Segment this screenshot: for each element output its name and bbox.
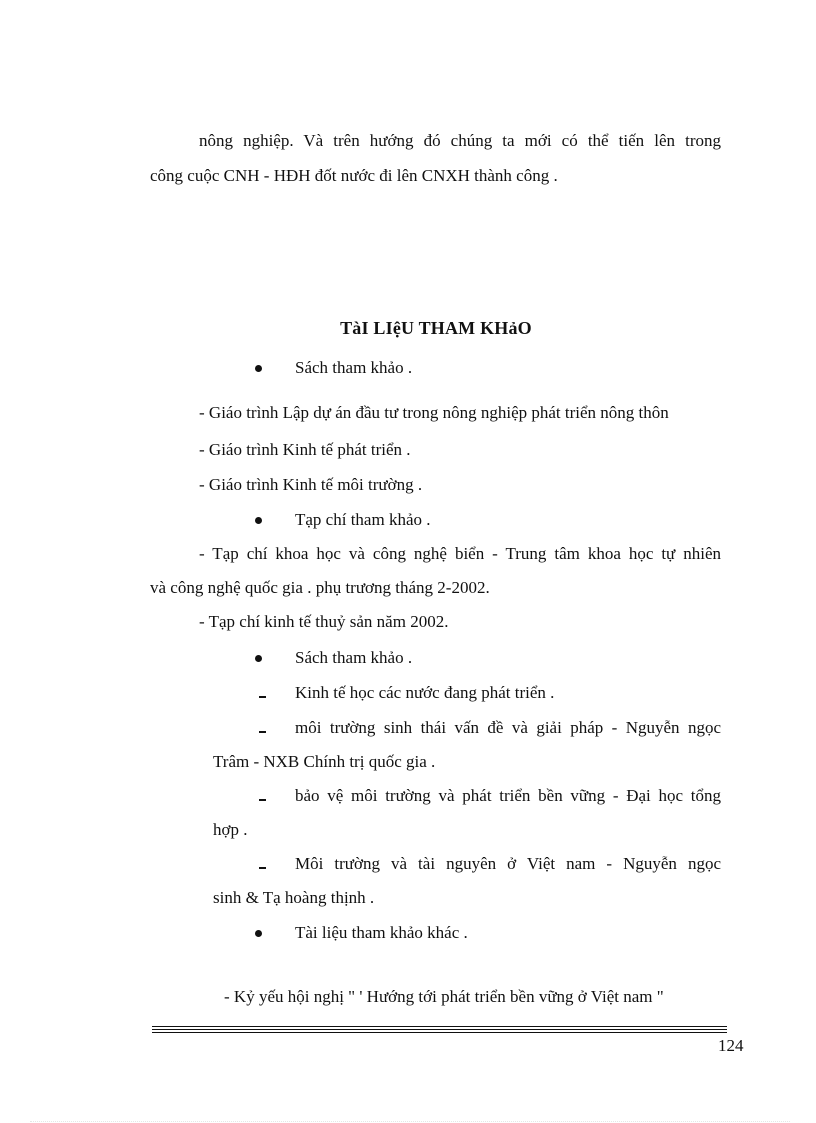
footer-rule bbox=[152, 1032, 727, 1033]
dash-icon bbox=[259, 867, 266, 869]
intro-line-1: nông nghiệp. Và trên hướng đó chúng ta mới có thể tiến lên trong bbox=[199, 131, 721, 150]
bullet-icon bbox=[255, 517, 262, 524]
intro-line-2: công cuộc CNH - HĐH đốt nước đi lên CNXH thành công . bbox=[150, 166, 558, 185]
section3-item-4-line-2: sinh & Tạ hoàng thịnh . bbox=[213, 888, 375, 907]
section4-item-1: - Kỷ yếu hội nghị " ' Hướng tới phát triển bền vững ở Việt nam " bbox=[224, 987, 664, 1006]
dash-icon bbox=[259, 731, 266, 733]
section3-item-3-line-1: bảo vệ môi trường và phát triển bền vững - Đại học tổng bbox=[295, 786, 721, 805]
section4-heading: Tài liệu tham khảo khác . bbox=[295, 923, 468, 942]
section2-item-2: - Tạp chí kinh tế thuỷ sản năm 2002. bbox=[199, 612, 449, 631]
bullet-icon bbox=[255, 655, 262, 662]
section1-heading: Sách tham khảo . bbox=[295, 358, 413, 377]
section3-item-1: Kinh tế học các nước đang phát triển . bbox=[295, 683, 555, 702]
section2-item-1-line-1: - Tạp chí khoa học và công nghệ biển - Trung tâm khoa học tự nhiên bbox=[199, 544, 721, 563]
section2-item-1-line-2: và công nghệ quốc gia . phụ trương tháng 2-2002. bbox=[150, 578, 490, 597]
section3-item-2-line-1: môi trường sinh thái vấn đề và giải pháp - Nguyễn ngọc bbox=[295, 718, 721, 737]
bullet-icon bbox=[255, 365, 262, 372]
page-number: 124 bbox=[718, 1036, 744, 1055]
section3-item-4-line-1: Môi trường và tài nguyên ở Việt nam - Nguyễn ngọc bbox=[295, 854, 721, 873]
section3-heading: Sách tham khảo . bbox=[295, 648, 413, 667]
bullet-icon bbox=[255, 930, 262, 937]
footer-rule bbox=[152, 1026, 727, 1027]
dash-icon bbox=[259, 696, 266, 698]
section1-item-2: - Giáo trình Kinh tế phát triển . bbox=[199, 440, 411, 459]
references-title: TàI LIệU THAM KHảO bbox=[340, 318, 532, 338]
dash-icon bbox=[259, 799, 266, 801]
section2-heading: Tạp chí tham khảo . bbox=[295, 510, 431, 529]
section1-item-1: - Giáo trình Lập dự án đầu tư trong nông nghiệp phát triển nông thôn bbox=[199, 403, 669, 422]
footer-rule bbox=[152, 1029, 727, 1030]
page-edge-divider bbox=[30, 1121, 790, 1122]
section1-item-3: - Giáo trình Kinh tế môi trường . bbox=[199, 475, 423, 494]
section3-item-2-line-2: Trâm - NXB Chính trị quốc gia . bbox=[213, 752, 436, 771]
section3-item-3-line-2: hợp . bbox=[213, 820, 248, 839]
